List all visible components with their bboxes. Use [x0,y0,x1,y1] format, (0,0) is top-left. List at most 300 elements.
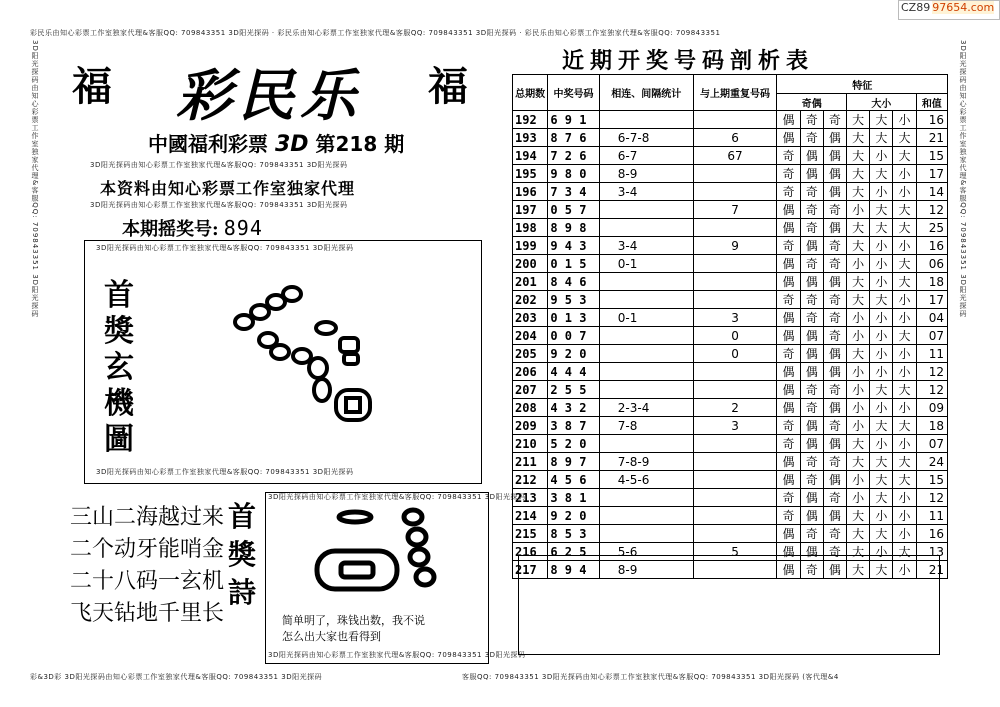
period-cell: 196 [513,183,548,201]
repeat-cell [693,507,777,525]
odd-even-cell: 偶 [823,471,846,489]
adjacent-cell [599,381,693,399]
repeat-cell [693,219,777,237]
big-small-cell: 大 [893,381,916,399]
period-cell: 212 [513,471,548,489]
odd-even-cell: 偶 [800,417,823,435]
panel-title-char: 首 [104,278,134,313]
period-cell: 208 [513,399,548,417]
odd-even-cell: 奇 [800,453,823,471]
big-small-cell: 小 [870,363,893,381]
header-big-small: 大小 [847,94,917,111]
note-line: 简单明了，珠钱出数，我不说 [282,614,425,627]
big-small-cell: 大 [870,291,893,309]
big-small-cell: 大 [870,165,893,183]
repeat-cell: 3 [693,309,777,327]
adjacent-cell: 8-9 [599,165,693,183]
odd-even-cell: 奇 [823,291,846,309]
odd-even-cell: 奇 [777,237,800,255]
odd-even-cell: 偶 [823,435,846,453]
number-cell: 9 8 0 [548,165,599,183]
adjacent-cell [599,219,693,237]
big-small-cell: 大 [870,201,893,219]
draw-number-row [122,215,263,241]
odd-even-cell: 偶 [800,327,823,345]
footer-strip-left: 彩&3D彩 3D阳光探码由知心彩票工作室独家代理&客服QQ: 709843351 3D阳光探码 [30,673,323,681]
panel-title-char: 獎 [104,314,134,349]
big-small-cell: 小 [893,183,916,201]
big-small-cell: 小 [893,399,916,417]
blank-box [518,555,940,655]
vertical-strip-left: 3D阳光探码由知心彩票工作室独家代理&客服QQ: 709843351 3D阳光探码 [31,40,39,319]
big-small-cell: 大 [893,219,916,237]
big-small-cell: 大 [870,111,893,129]
period-cell: 209 [513,417,548,435]
sum-cell: 17 [916,165,947,183]
big-small-cell: 大 [870,129,893,147]
odd-even-cell: 偶 [777,309,800,327]
issue-prefix: 中國福利彩票 [148,132,268,156]
big-small-cell: 小 [870,399,893,417]
number-cell: 9 5 3 [548,291,599,309]
odd-even-cell: 奇 [777,165,800,183]
watermark [898,0,1000,20]
adjacent-cell: 0-1 [599,255,693,273]
repeat-cell [693,255,777,273]
big-small-cell: 小 [893,525,916,543]
agency-line: 本资料由知心彩票工作室独家代理 [100,179,356,198]
big-small-cell: 小 [893,111,916,129]
odd-even-cell: 奇 [823,237,846,255]
adjacent-cell [599,291,693,309]
sum-cell: 16 [916,525,947,543]
table-row [513,363,948,381]
adjacent-cell: 5-6 [599,543,693,561]
number-cell: 8 9 4 [548,561,599,579]
adjacent-cell: 7-8 [599,417,693,435]
odd-even-cell: 偶 [800,147,823,165]
table-row [513,525,948,543]
poem-panel-bottom-strip: 3D阳光探码由知心彩票工作室独家代理&客服QQ: 709843351 3D阳光探码 [268,651,526,659]
period-cell: 200 [513,255,548,273]
odd-even-cell: 奇 [800,111,823,129]
adjacent-cell [599,111,693,129]
odd-even-cell: 偶 [823,561,846,579]
sum-cell: 07 [916,327,947,345]
sum-cell: 07 [916,435,947,453]
adjacent-cell: 2-3-4 [599,399,693,417]
watermark-prefix: CZ89 [901,1,931,14]
big-small-cell: 小 [847,255,870,273]
adjacent-cell [599,201,693,219]
repeat-cell [693,165,777,183]
adjacent-cell: 3-4 [599,183,693,201]
table-row [513,435,948,453]
period-cell: 211 [513,453,548,471]
odd-even-cell: 偶 [800,363,823,381]
period-cell: 214 [513,507,548,525]
poem-note [282,613,425,645]
adjacent-cell [599,525,693,543]
big-small-cell: 大 [870,489,893,507]
period-cell: 192 [513,111,548,129]
repeat-cell [693,111,777,129]
odd-even-cell: 奇 [800,219,823,237]
odd-even-cell: 奇 [800,129,823,147]
odd-even-cell: 偶 [800,435,823,453]
puzzle-panel-bottom-strip: 3D阳光探码由知心彩票工作室独家代理&客服QQ: 709843351 3D阳光探码 [96,468,354,476]
issue-number: 第218 期 [315,132,405,156]
repeat-cell [693,453,777,471]
odd-even-cell: 偶 [823,273,846,291]
sum-cell: 15 [916,471,947,489]
number-cell: 7 2 6 [548,147,599,165]
period-cell: 201 [513,273,548,291]
table-row [513,129,948,147]
note-line: 怎么出大家也看得到 [282,630,381,643]
odd-even-cell: 奇 [777,147,800,165]
odd-even-cell: 奇 [823,111,846,129]
sum-cell: 12 [916,381,947,399]
number-cell: 8 4 6 [548,273,599,291]
table-title: 近期开奖号码剖析表 [562,48,815,74]
number-cell: 0 0 7 [548,327,599,345]
big-small-cell: 小 [893,165,916,183]
big-small-cell: 大 [893,417,916,435]
big-small-cell: 小 [870,309,893,327]
period-cell: 197 [513,201,548,219]
adjacent-cell: 6-7 [599,147,693,165]
big-small-cell: 大 [847,543,870,561]
small-line-1: 3D阳光探码由知心彩票工作室独家代理&客服QQ: 709843351 3D阳光探码 [90,161,348,169]
number-cell: 8 9 7 [548,453,599,471]
period-cell: 193 [513,129,548,147]
big-small-cell: 大 [870,381,893,399]
odd-even-cell: 奇 [800,309,823,327]
odd-even-cell: 偶 [777,543,800,561]
odd-even-cell: 偶 [823,363,846,381]
odd-even-cell: 奇 [800,381,823,399]
brand-title: 彩民乐 [176,63,362,129]
poem-title-char: 獎 [228,538,257,571]
odd-even-cell: 奇 [823,255,846,273]
odd-even-cell: 奇 [823,417,846,435]
number-cell: 7 3 4 [548,183,599,201]
header-number: 中奖号码 [548,75,599,111]
panel-title-vertical [104,278,144,458]
big-small-cell: 大 [847,345,870,363]
repeat-cell [693,183,777,201]
big-small-cell: 小 [870,327,893,345]
repeat-cell: 0 [693,327,777,345]
big-small-cell: 小 [870,507,893,525]
table-row [513,453,948,471]
big-small-cell: 大 [893,471,916,489]
issue-game: 3D [274,132,309,157]
big-small-cell: 大 [893,147,916,165]
odd-even-cell: 偶 [777,327,800,345]
odd-even-cell: 奇 [777,291,800,309]
number-cell: 8 7 6 [548,129,599,147]
big-small-cell: 大 [847,129,870,147]
sum-cell: 24 [916,453,947,471]
repeat-cell [693,525,777,543]
odd-even-cell: 奇 [823,489,846,507]
odd-even-cell: 奇 [823,525,846,543]
number-cell: 9 4 3 [548,237,599,255]
repeat-cell: 6 [693,129,777,147]
table-row [513,489,948,507]
footer-strip-right: 客服QQ: 709843351 3D阳光探码由知心彩票工作室独家代理&客服QQ: 709843351 3D阳光探码 (客代理&4 [462,673,839,681]
adjacent-cell [599,363,693,381]
odd-even-cell: 奇 [800,201,823,219]
poem-panel-top-strip: 3D阳光探码由知心彩票工作室独家代理&客服QQ: 709843351 3D阳光探码 [268,493,526,501]
sum-cell: 11 [916,345,947,363]
sum-cell: 21 [916,129,947,147]
number-cell: 6 9 1 [548,111,599,129]
table-row [513,201,948,219]
odd-even-cell: 奇 [823,381,846,399]
sum-cell: 12 [916,201,947,219]
big-small-cell: 大 [847,237,870,255]
odd-even-cell: 偶 [777,201,800,219]
prize-poem [70,502,224,630]
odd-even-cell: 偶 [777,129,800,147]
small-line-2: 3D阳光探码由知心彩票工作室独家代理&客服QQ: 709843351 3D阳光探码 [90,201,348,209]
table-row [513,507,948,525]
big-small-cell: 小 [847,471,870,489]
period-cell: 217 [513,561,548,579]
repeat-cell: 2 [693,399,777,417]
repeat-cell: 67 [693,147,777,165]
adjacent-cell [599,345,693,363]
draw-label: 本期摇奖号: [122,219,219,240]
big-small-cell: 大 [847,561,870,579]
odd-even-cell: 奇 [823,309,846,327]
repeat-cell [693,471,777,489]
poem-line: 飞天钻地千里长 [70,601,225,626]
bead-coin-picture [230,280,380,440]
big-small-cell: 小 [893,489,916,507]
odd-even-cell: 奇 [823,453,846,471]
odd-even-cell: 偶 [823,399,846,417]
big-small-cell: 小 [847,381,870,399]
big-small-cell: 小 [870,345,893,363]
odd-even-cell: 奇 [777,435,800,453]
period-cell: 207 [513,381,548,399]
header-adjacent: 相连、间隔统计 [599,75,693,111]
big-small-cell: 大 [893,129,916,147]
panel-title-char: 玄 [104,350,134,385]
big-small-cell: 小 [870,435,893,453]
big-small-cell: 大 [847,165,870,183]
odd-even-cell: 偶 [777,381,800,399]
vertical-strip-right: 3D阳光探码由知心彩票工作室独家代理&客服QQ: 709843351 3D阳光探码 [959,40,967,319]
sum-cell: 11 [916,507,947,525]
header-odd-even: 奇偶 [777,94,847,111]
number-cell: 0 1 3 [548,309,599,327]
adjacent-cell [599,273,693,291]
watermark-domain: 97654.com [932,1,995,14]
number-cell: 4 4 4 [548,363,599,381]
big-small-cell: 大 [893,327,916,345]
big-small-cell: 小 [893,561,916,579]
coin-beads-picture [305,505,455,605]
header-period: 总期数 [513,75,548,111]
odd-even-cell: 奇 [800,471,823,489]
odd-even-cell: 偶 [823,165,846,183]
odd-even-cell: 偶 [800,543,823,561]
odd-even-cell: 偶 [777,255,800,273]
adjacent-cell: 4-5-6 [599,471,693,489]
odd-even-cell: 偶 [823,219,846,237]
table-row [513,255,948,273]
number-cell: 9 2 0 [548,345,599,363]
big-small-cell: 小 [893,237,916,255]
odd-even-cell: 奇 [800,183,823,201]
table-row [513,165,948,183]
odd-even-cell: 奇 [823,327,846,345]
big-small-cell: 大 [847,453,870,471]
fu-left-character: 福 [72,63,112,110]
number-cell: 3 8 7 [548,417,599,435]
odd-even-cell: 奇 [800,291,823,309]
sum-cell: 16 [916,111,947,129]
period-cell: 204 [513,327,548,345]
big-small-cell: 大 [847,147,870,165]
big-small-cell: 小 [870,237,893,255]
odd-even-cell: 偶 [777,525,800,543]
fu-right-character: 福 [428,63,468,110]
odd-even-cell: 奇 [777,489,800,507]
poem-title-char: 首 [228,500,257,533]
period-cell: 203 [513,309,548,327]
big-small-cell: 小 [893,435,916,453]
big-small-cell: 大 [893,201,916,219]
repeat-cell [693,489,777,507]
big-small-cell: 大 [847,291,870,309]
sum-cell: 15 [916,147,947,165]
odd-even-cell: 奇 [800,525,823,543]
adjacent-cell: 6-7-8 [599,129,693,147]
analysis-table [512,74,948,579]
poem-title-vertical [228,498,256,612]
table-row [513,399,948,417]
header-sum: 和值 [916,94,947,111]
odd-even-cell: 偶 [777,399,800,417]
number-cell: 4 5 6 [548,471,599,489]
sum-cell: 12 [916,363,947,381]
repeat-cell [693,291,777,309]
poem-line: 二十八码一玄机 [70,569,225,594]
table-row [513,471,948,489]
header-repeat: 与上期重复号码 [693,75,777,111]
odd-even-cell: 偶 [777,453,800,471]
odd-even-cell: 偶 [800,345,823,363]
big-small-cell: 小 [870,255,893,273]
repeat-cell: 0 [693,345,777,363]
repeat-cell [693,363,777,381]
puzzle-panel-top-strip: 3D阳光探码由知心彩票工作室独家代理&客服QQ: 709843351 3D阳光探码 [96,244,354,252]
sum-cell: 04 [916,309,947,327]
sum-cell: 25 [916,219,947,237]
number-cell: 0 5 7 [548,201,599,219]
repeat-cell: 9 [693,237,777,255]
odd-even-cell: 偶 [777,471,800,489]
adjacent-cell: 7-8-9 [599,453,693,471]
sum-cell: 21 [916,561,947,579]
repeat-cell: 7 [693,201,777,219]
table-row [513,381,948,399]
period-cell: 199 [513,237,548,255]
odd-even-cell: 奇 [800,255,823,273]
big-small-cell: 小 [847,399,870,417]
repeat-cell [693,273,777,291]
table-row [513,219,948,237]
panel-title-char: 機 [104,386,134,421]
big-small-cell: 大 [870,219,893,237]
sum-cell: 17 [916,291,947,309]
big-small-cell: 大 [847,183,870,201]
header-strip: 彩民乐由知心彩票工作室独家代理&客服QQ: 709843351 3D阳光探码 · 彩民乐由知心彩票工作室独家代理&客服QQ: 709843351 3D阳光探码 · 彩民乐由知心彩票工作室独家代理&客服QQ: 709843351 [30,29,721,37]
odd-even-cell: 奇 [823,543,846,561]
big-small-cell: 小 [847,489,870,507]
big-small-cell: 大 [847,525,870,543]
big-small-cell: 小 [847,327,870,345]
big-small-cell: 小 [893,345,916,363]
period-cell: 213 [513,489,548,507]
adjacent-cell: 0-1 [599,309,693,327]
sum-cell: 12 [916,489,947,507]
odd-even-cell: 奇 [823,201,846,219]
number-cell: 4 3 2 [548,399,599,417]
big-small-cell: 小 [870,147,893,165]
big-small-cell: 大 [893,543,916,561]
table-row [513,183,948,201]
table-row [513,309,948,327]
adjacent-cell: 8-9 [599,561,693,579]
odd-even-cell: 奇 [800,399,823,417]
sum-cell: 14 [916,183,947,201]
big-small-cell: 大 [847,435,870,453]
big-small-cell: 大 [847,219,870,237]
issue-line [148,128,404,157]
poem-line: 二个动牙能哨金 [70,537,225,562]
table-row [513,327,948,345]
number-cell: 3 8 1 [548,489,599,507]
number-cell: 5 2 0 [548,435,599,453]
big-small-cell: 大 [847,507,870,525]
odd-even-cell: 偶 [777,219,800,237]
table-row [513,237,948,255]
odd-even-cell: 偶 [800,489,823,507]
sum-cell: 16 [916,237,947,255]
big-small-cell: 大 [870,453,893,471]
odd-even-cell: 奇 [777,345,800,363]
odd-even-cell: 偶 [800,507,823,525]
number-cell: 9 2 0 [548,507,599,525]
number-cell: 8 9 8 [548,219,599,237]
number-cell: 2 5 5 [548,381,599,399]
odd-even-cell: 偶 [800,165,823,183]
odd-even-cell: 偶 [800,237,823,255]
period-cell: 202 [513,291,548,309]
repeat-cell [693,435,777,453]
odd-even-cell: 奇 [777,417,800,435]
poem-line: 三山二海越过来 [70,505,225,530]
big-small-cell: 小 [893,309,916,327]
number-cell: 8 5 3 [548,525,599,543]
